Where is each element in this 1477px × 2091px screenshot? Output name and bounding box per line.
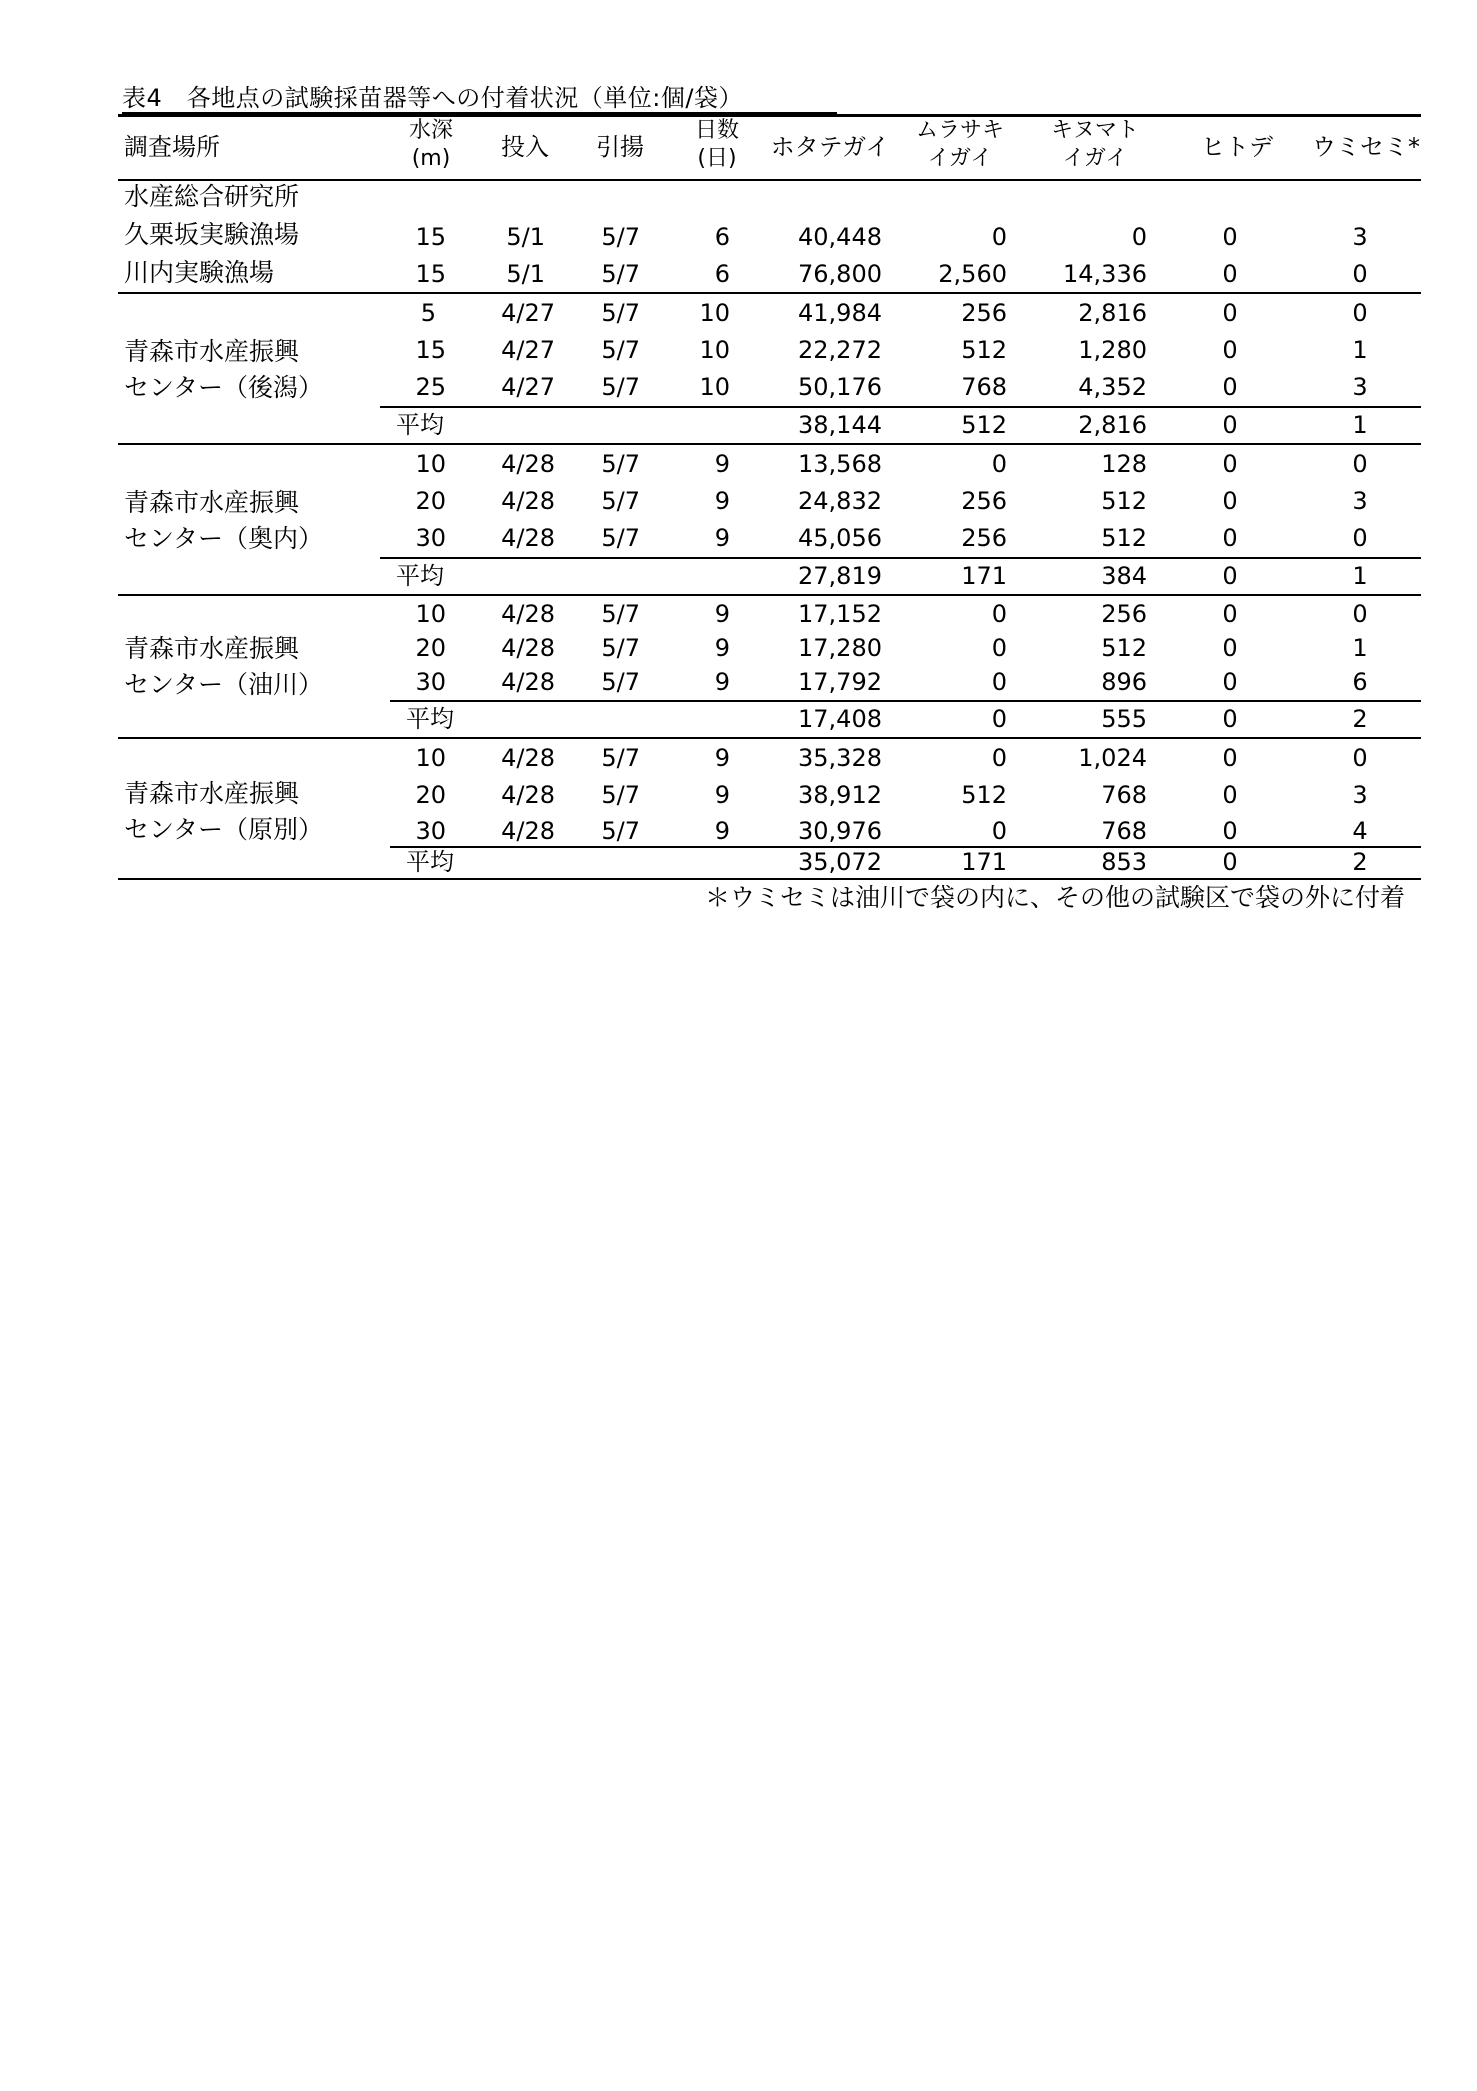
average-kinu: 853: [1101, 848, 1147, 876]
header-scallop: ホタテガイ: [770, 133, 890, 161]
cell-kinu: 0: [1131, 223, 1147, 251]
footnote: ＊ウミセミは油川で袋の内に、その他の試験区で袋の外に付着: [704, 883, 1405, 912]
cell-kinu: 128: [1101, 450, 1147, 478]
header-days-2: (日): [697, 146, 737, 171]
cell-kinu: 1,280: [1078, 336, 1147, 364]
average-label: 平均: [396, 562, 444, 590]
average-kinu: 384: [1101, 562, 1147, 590]
cell-depth: 10: [415, 600, 446, 628]
cell-blue-mussel: 0: [991, 223, 1007, 251]
cell-days: 9: [714, 744, 730, 772]
cell-kinu: 1,024: [1078, 744, 1147, 772]
site-label-line: センター（原別）: [124, 815, 324, 844]
cell-deploy: 4/28: [501, 781, 555, 809]
cell-starfish: 0: [1222, 634, 1238, 662]
cell-days: 9: [714, 524, 730, 552]
header-kinu-2: イガイ: [1062, 146, 1128, 171]
cell-retrieve: 5/7: [601, 260, 640, 288]
cell-deploy: 4/27: [501, 373, 555, 401]
site-label-line: 青森市水産振興: [124, 634, 300, 663]
cell-kinu: 768: [1101, 781, 1147, 809]
cell-starfish: 0: [1222, 487, 1238, 515]
cell-days: 10: [699, 373, 730, 401]
cell-starfish: 0: [1222, 817, 1238, 845]
cell-acorn: 0: [1352, 744, 1368, 772]
cell-retrieve: 5/7: [601, 600, 640, 628]
cell-retrieve: 5/7: [601, 634, 640, 662]
site-label-line: 久栗坂実験漁場: [124, 220, 300, 249]
cell-kinu: 512: [1101, 634, 1147, 662]
site-label-line: 川内実験漁場: [124, 258, 275, 287]
cell-deploy: 4/28: [501, 634, 555, 662]
site-label-line: センター（油川）: [124, 670, 324, 699]
cell-depth: 15: [415, 223, 446, 251]
cell-kinu: 2,816: [1078, 299, 1147, 327]
cell-days: 9: [714, 600, 730, 628]
cell-blue-mussel: 256: [961, 299, 1007, 327]
cell-starfish: 0: [1222, 744, 1238, 772]
site-label-line: 青森市水産振興: [124, 337, 300, 366]
cell-depth: 20: [415, 634, 446, 662]
site-label-line: 青森市水産振興: [124, 779, 300, 808]
header-starfish: ヒトデ: [1201, 133, 1273, 161]
header-deploy: 投入: [501, 133, 549, 161]
cell-scallop: 24,832: [798, 487, 882, 515]
average-starfish: 0: [1222, 705, 1238, 733]
cell-starfish: 0: [1222, 299, 1238, 327]
cell-blue-mussel: 0: [991, 634, 1007, 662]
cell-days: 6: [714, 223, 730, 251]
header-bottom-rule: [118, 179, 1421, 181]
average-scallop: 27,819: [798, 562, 882, 590]
cell-acorn: 0: [1352, 450, 1368, 478]
cell-retrieve: 5/7: [601, 781, 640, 809]
cell-depth: 20: [415, 781, 446, 809]
cell-deploy: 4/28: [501, 817, 555, 845]
cell-deploy: 4/28: [501, 524, 555, 552]
cell-blue-mussel: 0: [991, 600, 1007, 628]
cell-acorn: 0: [1352, 524, 1368, 552]
cell-starfish: 0: [1222, 781, 1238, 809]
cell-scallop: 22,272: [798, 336, 882, 364]
cell-starfish: 0: [1222, 336, 1238, 364]
cell-retrieve: 5/7: [601, 817, 640, 845]
header-kinu-1: キヌマト: [1051, 118, 1139, 143]
cell-retrieve: 5/7: [601, 744, 640, 772]
header-blue-mussel-2: イガイ: [927, 146, 993, 171]
average-blue-mussel: 0: [991, 705, 1007, 733]
cell-days: 10: [699, 336, 730, 364]
cell-scallop: 41,984: [798, 299, 882, 327]
cell-blue-mussel: 768: [961, 373, 1007, 401]
cell-depth: 30: [415, 524, 446, 552]
cell-blue-mussel: 256: [961, 524, 1007, 552]
average-blue-mussel: 171: [961, 562, 1007, 590]
cell-scallop: 17,152: [798, 600, 882, 628]
average-kinu: 2,816: [1078, 411, 1147, 439]
cell-retrieve: 5/7: [601, 299, 640, 327]
header-blue-mussel-1: ムラサキ: [915, 118, 1004, 143]
cell-retrieve: 5/7: [601, 373, 640, 401]
cell-depth: 5: [420, 299, 436, 327]
cell-depth: 30: [415, 817, 446, 845]
average-scallop: 35,072: [798, 848, 882, 876]
cell-deploy: 4/27: [501, 336, 555, 364]
cell-acorn: 3: [1352, 781, 1368, 809]
average-acorn: 1: [1352, 411, 1368, 439]
cell-blue-mussel: 512: [961, 781, 1007, 809]
cell-retrieve: 5/7: [601, 524, 640, 552]
cell-retrieve: 5/7: [601, 450, 640, 478]
cell-days: 9: [714, 487, 730, 515]
cell-scallop: 38,912: [798, 781, 882, 809]
cell-blue-mussel: 2,560: [938, 260, 1007, 288]
cell-kinu: 4,352: [1078, 373, 1147, 401]
cell-blue-mussel: 0: [991, 450, 1007, 478]
cell-blue-mussel: 0: [991, 668, 1007, 696]
cell-scallop: 35,328: [798, 744, 882, 772]
cell-days: 9: [714, 450, 730, 478]
cell-depth: 15: [415, 260, 446, 288]
cell-deploy: 4/28: [501, 600, 555, 628]
cell-days: 10: [699, 299, 730, 327]
cell-acorn: 3: [1352, 373, 1368, 401]
cell-retrieve: 5/7: [601, 668, 640, 696]
cell-blue-mussel: 512: [961, 336, 1007, 364]
header-acorn: ウミセミ*: [1312, 133, 1420, 161]
site-label-line: センター（後潟）: [124, 373, 324, 402]
cell-scallop: 45,056: [798, 524, 882, 552]
cell-depth: 10: [415, 744, 446, 772]
cell-blue-mussel: 0: [991, 817, 1007, 845]
average-scallop: 38,144: [798, 411, 882, 439]
cell-starfish: 0: [1222, 450, 1238, 478]
cell-deploy: 5/1: [506, 223, 545, 251]
cell-starfish: 0: [1222, 223, 1238, 251]
cell-kinu: 256: [1101, 600, 1147, 628]
average-blue-mussel: 512: [961, 411, 1007, 439]
cell-starfish: 0: [1222, 668, 1238, 696]
cell-depth: 30: [415, 668, 446, 696]
cell-starfish: 0: [1222, 373, 1238, 401]
cell-kinu: 512: [1101, 487, 1147, 515]
cell-depth: 15: [415, 336, 446, 364]
cell-deploy: 4/28: [501, 487, 555, 515]
cell-deploy: 4/27: [501, 299, 555, 327]
table-caption: 表4 各地点の試験採苗器等への付着状況（単位:個/袋）: [122, 84, 743, 112]
cell-acorn: 0: [1352, 600, 1368, 628]
cell-days: 6: [714, 260, 730, 288]
cell-starfish: 0: [1222, 524, 1238, 552]
cell-acorn: 1: [1352, 634, 1368, 662]
average-starfish: 0: [1222, 562, 1238, 590]
cell-depth: 20: [415, 487, 446, 515]
average-blue-mussel: 171: [961, 848, 1007, 876]
cell-acorn: 0: [1352, 299, 1368, 327]
cell-scallop: 50,176: [798, 373, 882, 401]
cell-retrieve: 5/7: [601, 336, 640, 364]
cell-scallop: 76,800: [798, 260, 882, 288]
average-label: 平均: [406, 705, 454, 733]
cell-kinu: 896: [1101, 668, 1147, 696]
cell-days: 9: [714, 668, 730, 696]
cell-blue-mussel: 0: [991, 744, 1007, 772]
cell-scallop: 40,448: [798, 223, 882, 251]
cell-acorn: 4: [1352, 817, 1368, 845]
cell-blue-mussel: 256: [961, 487, 1007, 515]
average-acorn: 2: [1352, 848, 1368, 876]
cell-scallop: 13,568: [798, 450, 882, 478]
cell-kinu: 512: [1101, 524, 1147, 552]
average-starfish: 0: [1222, 848, 1238, 876]
average-starfish: 0: [1222, 411, 1238, 439]
average-label: 平均: [406, 848, 454, 876]
cell-depth: 10: [415, 450, 446, 478]
cell-scallop: 17,792: [798, 668, 882, 696]
site-label-line: 水産総合研究所: [124, 182, 300, 211]
site-label-line: 青森市水産振興: [124, 488, 300, 517]
cell-acorn: 1: [1352, 336, 1368, 364]
cell-acorn: 3: [1352, 487, 1368, 515]
average-acorn: 1: [1352, 562, 1368, 590]
cell-days: 9: [714, 634, 730, 662]
average-kinu: 555: [1101, 705, 1147, 733]
site-label-line: センター（奥内）: [124, 524, 324, 553]
cell-acorn: 0: [1352, 260, 1368, 288]
cell-starfish: 0: [1222, 600, 1238, 628]
cell-scallop: 17,280: [798, 634, 882, 662]
cell-kinu: 768: [1101, 817, 1147, 845]
cell-deploy: 4/28: [501, 450, 555, 478]
cell-days: 9: [714, 817, 730, 845]
cell-retrieve: 5/7: [601, 223, 640, 251]
header-depth-2: (m): [411, 146, 451, 171]
cell-depth: 25: [415, 373, 446, 401]
cell-acorn: 6: [1352, 668, 1368, 696]
header-depth-1: 水深: [408, 118, 453, 143]
average-label: 平均: [396, 411, 444, 439]
cell-deploy: 5/1: [506, 260, 545, 288]
cell-scallop: 30,976: [798, 817, 882, 845]
cell-days: 9: [714, 781, 730, 809]
average-acorn: 2: [1352, 705, 1368, 733]
table-top-rule: [118, 114, 1421, 117]
average-scallop: 17,408: [798, 705, 882, 733]
cell-acorn: 3: [1352, 223, 1368, 251]
header-days-1: 日数: [694, 118, 739, 143]
header-site: 調査場所: [124, 133, 220, 161]
cell-retrieve: 5/7: [601, 487, 640, 515]
cell-deploy: 4/28: [501, 668, 555, 696]
header-retrieve: 引揚: [596, 133, 644, 161]
cell-kinu: 14,336: [1063, 260, 1147, 288]
cell-deploy: 4/28: [501, 744, 555, 772]
cell-starfish: 0: [1222, 260, 1238, 288]
